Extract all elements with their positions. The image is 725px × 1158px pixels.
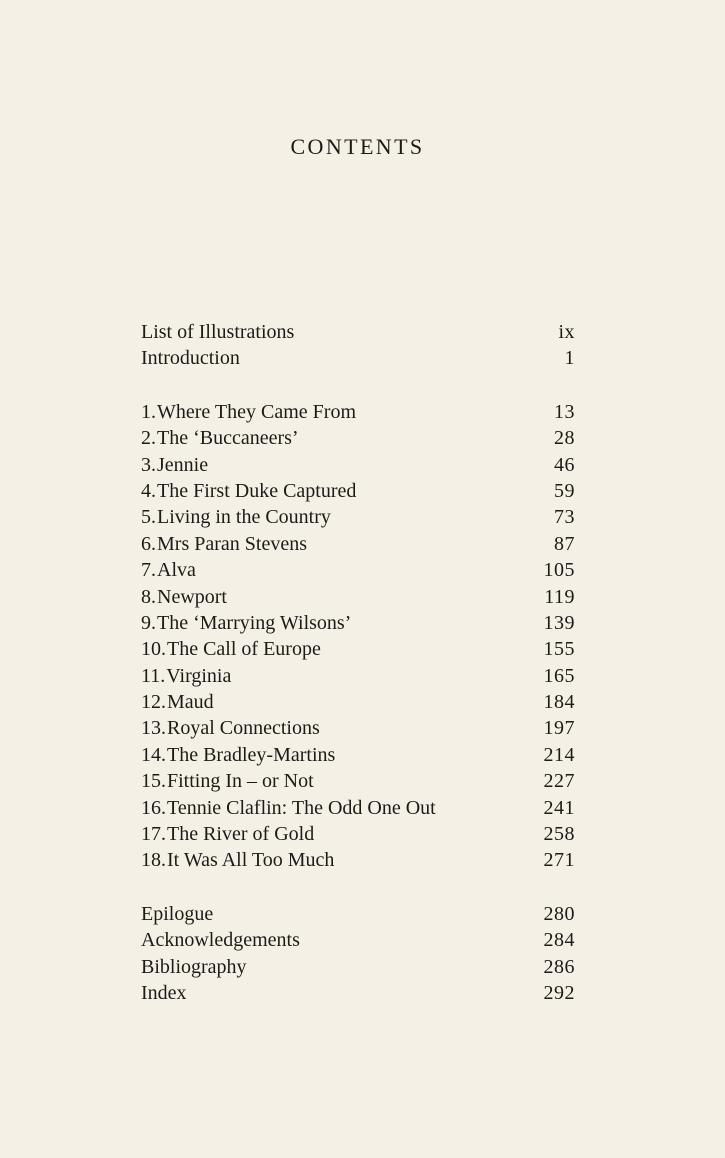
entry-title: Index [141,981,187,1004]
chapter-entry [141,425,575,451]
chapter-title: Virginia [166,664,232,687]
chapter-title: Mrs Paran Stevens [157,532,307,555]
page-number: 59 [554,479,575,502]
chapter-number: 3. [141,453,156,476]
chapter-title: Where They Came From [157,400,357,423]
chapter-title: Alva [157,559,196,582]
chapter-number: 14. [141,743,166,766]
chapter-number: 5. [141,506,156,529]
chapter-entry [141,742,575,768]
toc-entry [141,927,575,953]
chapter-entry [141,821,575,847]
front-matter [141,319,575,372]
entry-title: Introduction [141,347,240,370]
chapter-number: 10. [141,638,166,661]
toc-entry [141,901,575,927]
chapter-entry [141,610,575,636]
chapter-title: Tennie Claflin: The Odd One Out [167,796,436,819]
chapter-entry [141,636,575,662]
chapter-entry [141,768,575,794]
chapter-entry [141,504,575,530]
chapter-title: The First Duke Captured [157,479,357,502]
page-number: 46 [554,453,575,476]
back-matter [141,901,575,1007]
chapter-number: 18. [141,849,166,872]
page-number: 139 [543,611,575,634]
chapter-title: The Bradley-Martins [167,743,336,766]
chapter-list [141,399,575,874]
entry-title: Epilogue [141,902,214,925]
chapter-entry [141,399,575,425]
page-number: 271 [543,849,575,872]
page-number: 292 [543,981,575,1004]
chapter-number: 17. [141,823,166,846]
page-number: 227 [543,770,575,793]
page-number: 184 [543,691,575,714]
chapter-number: 13. [141,717,166,740]
chapter-number: 6. [141,532,156,555]
chapter-number: 9. [141,611,156,634]
page-number: 1 [564,347,575,370]
chapter-title: It Was All Too Much [167,849,335,872]
chapter-entry [141,531,575,557]
page-number: 73 [554,506,575,529]
page-number: 13 [554,400,575,423]
chapter-entry [141,847,575,873]
chapter-title: Fitting In – or Not [167,770,314,793]
chapter-title: Jennie [157,453,209,476]
page-number: 284 [543,929,575,952]
chapter-number: 8. [141,585,156,608]
toc-entry [141,954,575,980]
chapter-title: The River of Gold [167,823,315,846]
toc-entry [141,345,575,371]
page-number: 28 [554,427,575,450]
chapter-number: 7. [141,559,156,582]
chapter-title: The Call of Europe [167,638,321,661]
chapter-number: 2. [141,427,156,450]
chapter-entry [141,478,575,504]
chapter-number: 12. [141,691,166,714]
page-number: 155 [543,638,575,661]
entry-title: Bibliography [141,955,247,978]
chapter-title: Maud [167,691,214,714]
page-number: 119 [544,585,575,608]
toc-entry [141,319,575,345]
chapter-number: 16. [141,796,166,819]
page-number: 214 [543,743,575,766]
chapter-title: Living in the Country [157,506,331,529]
page-title: CONTENTS [290,134,425,159]
page-number: 286 [543,955,575,978]
page-number: 87 [554,532,575,555]
chapter-number: 1. [141,400,156,423]
page-number: 197 [543,717,575,740]
chapter-title: Royal Connections [167,717,320,740]
chapter-entry [141,663,575,689]
chapter-title: The ‘Buccaneers’ [157,427,299,450]
chapter-number: 11. [141,664,166,687]
table-of-contents [141,319,575,1006]
chapter-title: Newport [157,585,227,608]
chapter-entry [141,715,575,741]
page-number: 258 [543,823,575,846]
chapter-entry [141,584,575,610]
page-number: 280 [543,902,575,925]
chapter-entry [141,452,575,478]
chapter-number: 15. [141,770,166,793]
page-number: ix [558,321,575,343]
entry-title: List of Illustrations [141,321,295,343]
chapter-title: The ‘Marrying Wilsons’ [157,611,352,634]
toc-entry [141,980,575,1006]
page-number: 105 [543,559,575,582]
chapter-number: 4. [141,479,156,502]
page-number: 165 [543,664,575,687]
page-number: 241 [543,796,575,819]
entry-title: Acknowledgements [141,929,300,952]
chapter-entry [141,689,575,715]
chapter-entry [141,557,575,583]
chapter-entry [141,795,575,821]
